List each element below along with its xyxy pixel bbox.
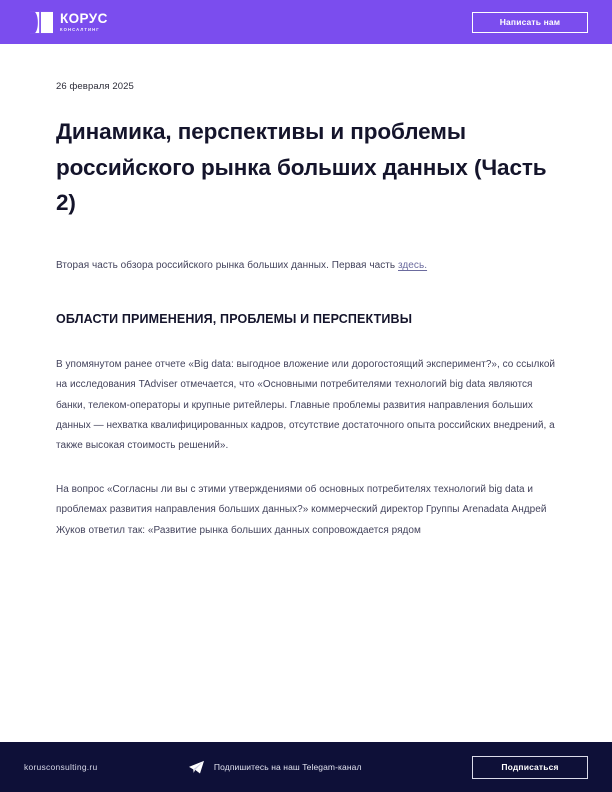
page-title: Динамика, перспективы и проблемы российского рынка больших данных (Часть 2) — [56, 119, 547, 216]
article-date: 26 февраля 2025 — [56, 81, 134, 92]
footer-site-url[interactable]: korusconsulting.ru — [24, 762, 98, 772]
site-footer — [0, 742, 612, 792]
section-heading: ОБЛАСТИ ПРИМЕНЕНИЯ, ПРОБЛЕМЫ И ПЕРСПЕКТИВЫ — [56, 312, 413, 327]
article-lead-text: Вторая часть обзора российского рынка больших данных. Первая часть — [56, 259, 398, 271]
brand-subtitle: КОНСАЛТИНГ — [60, 26, 100, 32]
article-content — [0, 44, 612, 742]
site-header — [0, 0, 612, 44]
article-paragraph: На вопрос «Согласны ли вы с этими утверждениями об основных потребителях технологий big data и проблемах развития направления больших данных?» коммерческий директор Группы Arenadata Андрей Жуков ответил так: «Развитие рынка больших данных сопровождается рядом — [56, 484, 547, 536]
korus-logo-icon — [30, 11, 53, 34]
article-lead — [56, 258, 556, 274]
footer-telegram-block — [77, 760, 472, 775]
first-part-link[interactable]: здесь. — [398, 259, 428, 271]
brand-logo[interactable] — [30, 11, 108, 34]
telegram-icon — [188, 760, 205, 775]
article-paragraph: В упомянутом ранее отчете «Big data: выгодное вложение или дорогостоящий эксперимент?», со ссылкой на исследования TAdviser отмечается, что «Основными потребителями технологий big data являются банки, телеком-операторы и крупные ритейлеры. Главные проблемы развития направления больших данных — нехватка квалифицированных кадров, отсутствие достаточного опыта российских внедрений, а также высокая стоимость решений». — [56, 359, 556, 452]
contact-us-button[interactable]: Написать нам — [472, 12, 588, 33]
brand-wordmark — [60, 12, 108, 32]
footer-telegram-text: Подпишитесь на наш Telegam-канал — [213, 762, 362, 772]
subscribe-button[interactable]: Подписаться — [472, 756, 588, 779]
brand-name: КОРУС — [60, 10, 108, 26]
